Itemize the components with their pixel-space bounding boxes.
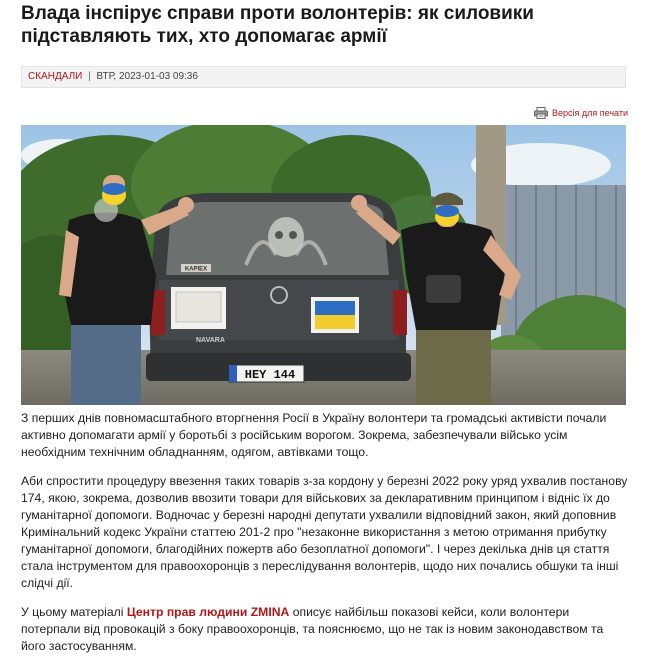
category-link[interactable]: СКАНДАЛИ <box>28 71 83 82</box>
print-version-label: Версія для печати <box>552 108 628 118</box>
article-paragraph: З перших днів повномасштабного вторгнення Росії в Україну волонтери та громадські активісти почали активно допомагати армії у боротьбі з російським ворогом. Зокрема, забезпечували військо усім необхідним технічним обладнанням, одягом, автівками тощо. <box>21 411 607 459</box>
article-title: Влада інспірує справи проти волонтерів: як силовики підставляють тих, хто допомагає армії <box>21 3 534 47</box>
paragraph-text: описує найбільш показові кейси, коли волонтери потерпали від провокацій з боку правоохоронців, та пояснюємо, що не так із новим законодавством та його застосуванням. <box>21 605 604 653</box>
vehicle-badge-text: NAVARA <box>196 337 225 344</box>
zmina-link[interactable]: Центр прав людини ZMINA <box>126 605 290 619</box>
article-paragraph <box>21 604 628 655</box>
article-meta-bar <box>21 66 626 88</box>
window-sticker-text: KAPIEX <box>184 266 208 273</box>
article-paragraph: Аби спростити процедуру ввезення таких товарів з-за кордону у березні 2022 року уряд ухвалив постанову 174, якою, зокрема, дозволив ввозити товари для військових за декларативним принципом і відніс їх до гуманітарної допомоги. Водночас у березні народні депутати ухвалили відповідний закон, який доповнив Кримінальний кодекс України статтею 201-2 про "незаконне використання з метою отримання прибутку гуманітарної допомоги, благодійних пожертв або безоплатної допомоги". І через декілька днів ця стаття стала інструментом для правоохоронців з переслідування волонтерів, щодо них почались обшуки та інші слідчі дії. <box>21 474 628 590</box>
meta-separator: | <box>88 71 91 82</box>
print-version-link[interactable] <box>534 107 628 119</box>
printer-icon <box>534 107 548 119</box>
license-plate-text: HEY 144 <box>244 368 296 382</box>
article-date: ВТР, 2023-01-03 09:36 <box>96 71 198 82</box>
article-photo <box>21 125 626 405</box>
article-body <box>21 410 628 667</box>
paragraph-text: У цьому матеріалі <box>21 605 127 619</box>
